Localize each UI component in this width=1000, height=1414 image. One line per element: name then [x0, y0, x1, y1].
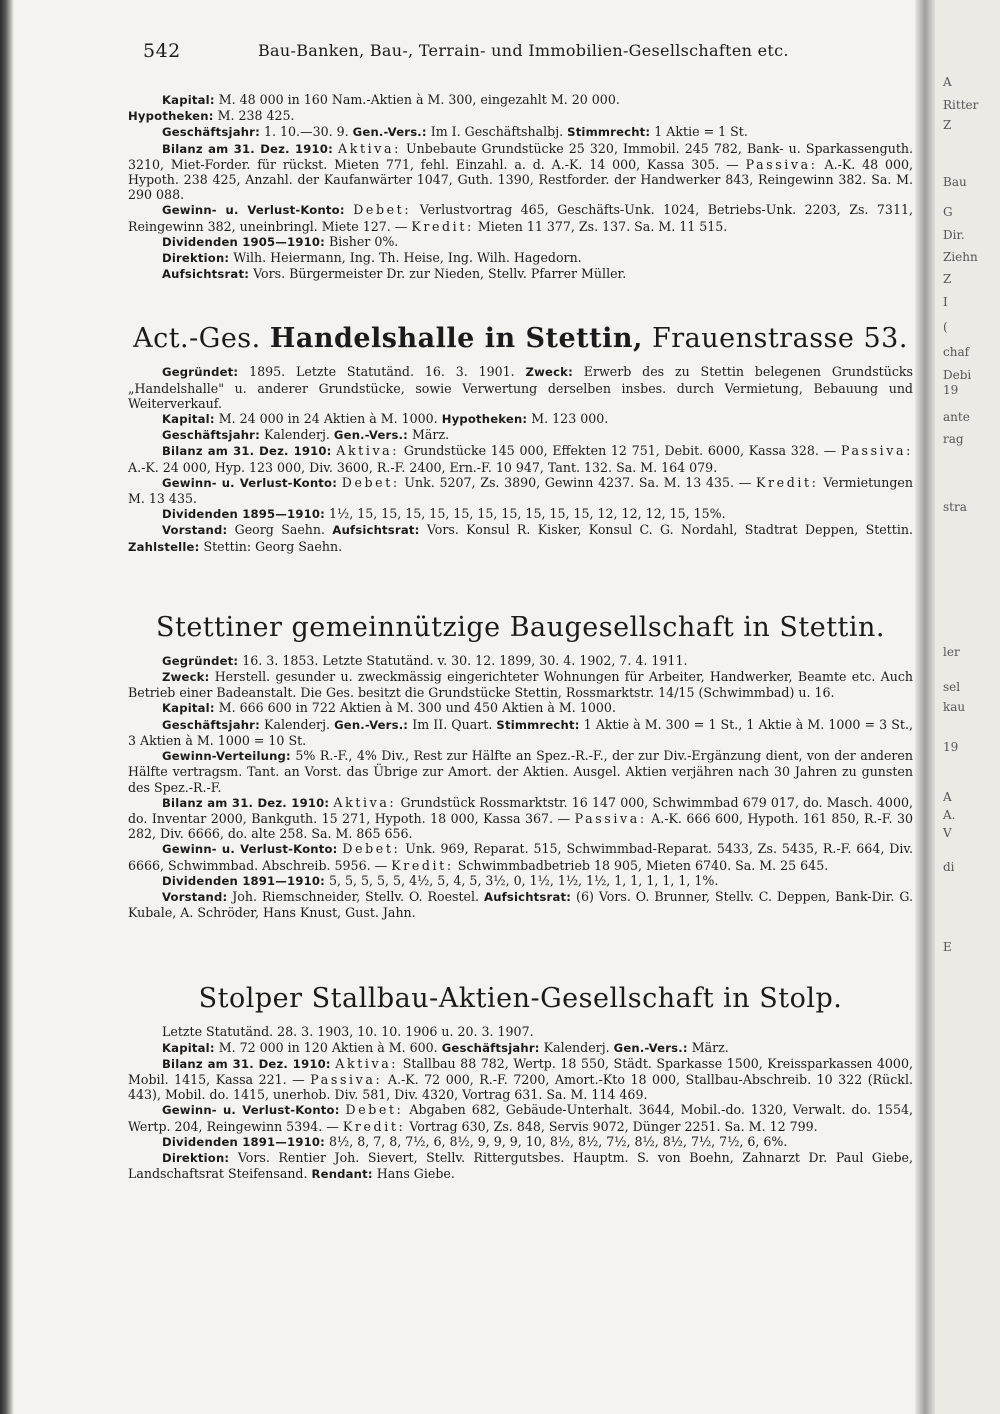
bilanz-block: Bilanz am 31. Dez. 1910: Aktiva: Unbebaute Grundstücke 25 320, Immobil. 245 782, Bank- u. Sparkassenguth. 3210, Miet-Forder. für rückst. Mieten 771, fehl. Einzahl. a. d. A.-K. 14 000, Kassa 305. — Passiva: A.-K. 48 000, Hypoth. 238 425, Anzahl. der Kaufanwärter 1047, Guth. 1390, Restforder. der Handwerker 843, Reingewinn 382. Sa. M. 290 088.	[128, 140, 914, 203]
facing-page-fragment-text: Z	[943, 272, 952, 286]
company-entry-baugesellschaft	[128, 613, 913, 920]
facing-page-fragment-text: Ziehn	[943, 250, 978, 264]
facing-page-fragment-text: Bau	[943, 175, 967, 189]
gegruendet-line: Gegründet: 1895. Letzte Statutänd. 16. 3. 1901. Zweck: Erwerb des zu Stettin belegenen Grundstücks „Handelshalle" u. anderer Grundstücke, sowie Verwertung derselben insbes. durch Vermietung, Bebauung und Weiterverkauf.	[128, 364, 913, 411]
geschaeftsjahr-line: Geschäftsjahr: 1. 10.—30. 9. Gen.-Vers.: Im I. Geschäftshalbj. Stimmrecht: 1 Aktie = 1 St.	[162, 124, 748, 140]
facing-page-fragment-text: E	[943, 940, 952, 954]
page-number: 542	[143, 40, 181, 62]
running-title: Bau-Banken, Bau-, Terrain- und Immobilien-Gesellschaften etc.	[258, 41, 789, 60]
scan-left-edge	[0, 0, 14, 1414]
entry-heading: Act.-Ges. Handelshalle in Stettin, Frauenstrasse 53.	[133, 323, 908, 355]
facing-page-fragment-text: ler	[943, 645, 960, 659]
facing-page-fragment-text: A	[943, 790, 952, 804]
statutaend-line: Letzte Statutänd. 28. 3. 1903, 10. 10. 1906 u. 20. 3. 1907.	[162, 1024, 534, 1040]
page-body	[128, 92, 913, 1182]
entry-heading: Stettiner gemeinnützige Baugesellschaft in Stettin.	[155, 611, 886, 643]
facing-page-fragment-text: G	[943, 205, 953, 219]
facing-page-fragment-text: stra	[943, 500, 967, 514]
facing-page-fragment-text: kau	[943, 700, 966, 714]
vorstand-line: Vorstand: Joh. Riemschneider, Stellv. O. Roestel. Aufsichtsrat: (6) Vors. O. Brunner, Stellv. C. Deppen, Bank-Dir. G. Kubale, A. Schröder, Hans Knust, Gust. Jahn.	[128, 888, 913, 921]
company-entry-continued	[128, 92, 913, 282]
facing-page-fragment	[935, 0, 1000, 1414]
dividenden-line: Dividenden 1891—1910: 8½, 8, 7, 8, 7½, 6, 8½, 9, 9, 9, 10, 8½, 8½, 7½, 8½, 8½, 7½, 7½, 6, 6%.	[162, 1133, 788, 1149]
facing-page-fragment-text: ante	[943, 410, 970, 424]
facing-page-fragment-text: A.	[943, 808, 956, 822]
book-gutter-shadow	[915, 0, 935, 1414]
facing-page-fragment-text: I	[943, 295, 948, 309]
guv-block: Gewinn- u. Verlust-Konto: Debet: Abgaben 682, Gebäude-Unterhalt. 3644, Mobil.-do. 1320, Verwalt. do. 1554, Wertp. 204, Reingewinn 5394. — Kredit: Vortrag 630, Zs. 848, Servis 9072, Dünger 2251. Sa. M. 12 799.	[128, 1102, 913, 1134]
guv-block: Gewinn- u. Verlust-Konto: Debet: Unk. 5207, Zs. 3890, Gewinn 4237. Sa. M. 13 435. — Kredit: Vermietungen M. 13 435.	[128, 474, 913, 507]
facing-page-fragment-text: di	[943, 860, 955, 874]
company-entry-stallbau	[128, 984, 913, 1182]
facing-page-fragment-text: Dir.	[943, 228, 965, 242]
kapital-line: Kapital: M. 72 000 in 120 Aktien à M. 600. Geschäftsjahr: Kalenderj. Gen.-Vers.: März.	[162, 1039, 729, 1055]
facing-page-fragment-text: 19	[943, 383, 959, 397]
direktion-line: Direktion: Vors. Rentier Joh. Sievert, Stellv. Rittergutsbes. Hauptm. S. von Boehn, Zahnarzt Dr. Paul Giebe, Landschaftsrat Steifensand. Rendant: Hans Giebe.	[128, 1149, 913, 1182]
geschaeftsjahr-line: Geschäftsjahr: Kalenderj. Gen.-Vers.: März.	[162, 427, 450, 443]
bilanz-block: Bilanz am 31. Dez. 1910: Aktiva: Grundstück Rossmarktstr. 16 147 000, Schwimmbad 679 017, do. Masch. 4000, do. Inventar 2000, Bankguth. 15 271, Hypoth. 18 000, Kassa 367. — Passiva: A.-K. 666 600, Hypoth. 161 850, R.-F. 30 282, Div. 6666, do. alte 258. Sa. M. 865 656.	[128, 794, 913, 842]
direktion-line: Direktion: Wilh. Heiermann, Ing. Th. Heise, Ing. Wilh. Hagedorn.	[162, 250, 582, 266]
geschaeftsjahr-line: Geschäftsjahr: Kalenderj. Gen.-Vers.: Im II. Quart. Stimmrecht: 1 Aktie à M. 300 = 1 St., 1 Aktie à M. 1000 = 3 St., 3 Aktien à M. 1000 = 10 St.	[128, 716, 913, 748]
vorstand-line: Vorstand: Georg Saehn. Aufsichtsrat: Vors. Konsul R. Kisker, Konsul C. G. Nordahl, Stadtrat Deppen, Stettin. Zahlstelle: Stettin: Georg Saehn.	[128, 522, 913, 554]
facing-page-fragment-text: sel	[943, 680, 961, 694]
facing-page-fragment-text: (	[943, 320, 948, 334]
company-entry-handelshalle	[128, 324, 913, 554]
bilanz-block: Bilanz am 31. Dez. 1910: Aktiva: Grundstücke 145 000, Effekten 12 751, Debit. 6000, Kassa 328. — Passiva: A.-K. 24 000, Hyp. 123 000, Div. 3600, R.-F. 2400, Ern.-F. 10 947, Tant. 132. Sa. M. 164 079.	[128, 443, 913, 475]
facing-page-fragment-text: Ritter	[943, 98, 979, 112]
dividenden-line: Dividenden 1895—1910: 1½, 15, 15, 15, 15, 15, 15, 15, 15, 15, 15, 12, 12, 12, 15, 15%.	[162, 506, 726, 522]
facing-page-fragment-text: rag	[943, 432, 964, 446]
facing-page-fragment-text: 19	[943, 740, 959, 754]
dividenden-line: Dividenden 1905—1910: Bisher 0%.	[162, 233, 399, 249]
kapital-line: Kapital: M. 666 600 in 722 Aktien à M. 300 und 450 Aktien à M. 1000.	[162, 700, 616, 716]
gegruendet-line: Gegründet: 16. 3. 1853. Letzte Statutänd. v. 30. 12. 1899, 30. 4. 1902, 7. 4. 1911.	[162, 652, 688, 668]
gewinnverteilung-line: Gewinn-Verteilung: 5% R.-F., 4% Div., Rest zur Hälfte an Spez.-R.-F., der zur Div.-Ergänzung dient, von der anderen Hälfte vertragsm. Tant. an Vorst. das Übrige zur Amort. der Aktien. Ausgel. Aktien verjähren nach 30 Jahren zu gunsten des Spez.-R.-F.	[128, 748, 913, 795]
facing-page-fragment-text: Z	[943, 118, 952, 132]
guv-block: Gewinn- u. Verlust-Konto: Debet: Verlustvortrag 465, Geschäfts-Unk. 1024, Betriebs-Unk. 2203, Zs. 7311, Reingewinn 382, uneinbringl. Miete 127. — Kredit: Mieten 11 377, Zs. 137. Sa. M. 11 515.	[128, 202, 913, 234]
kapital-line: Kapital: M. 24 000 in 24 Aktien à M. 1000. Hypotheken: M. 123 000.	[162, 411, 609, 427]
facing-page-fragment-text: Debi	[943, 368, 972, 382]
dividenden-line: Dividenden 1891—1910: 5, 5, 5, 5, 5, 4½, 5, 4, 5, 3½, 0, 1½, 1½, 1½, 1, 1, 1, 1, 1, 1%.	[162, 872, 719, 888]
facing-page-fragment-text: V	[943, 826, 952, 840]
facing-page-fragment-text: chaf	[943, 345, 970, 359]
guv-block: Gewinn- u. Verlust-Konto: Debet: Unk. 969, Reparat. 515, Schwimmbad-Reparat. 5433, Zs. 5435, R.-F. 664, Div. 6666, Schwimmbad. Abschreib. 5956. — Kredit: Schwimmbadbetrieb 18 905, Mieten 6740. Sa. M. 25 645.	[128, 841, 913, 873]
entry-heading: Stolper Stallbau-Aktien-Gesellschaft in Stolp.	[198, 983, 843, 1015]
running-head	[143, 40, 903, 62]
facing-page-fragment-text: A	[943, 75, 952, 89]
bilanz-block: Bilanz am 31. Dez. 1910: Aktiva: Stallbau 88 782, Wertp. 18 550, Städt. Sparkasse 1500, Kreissparkassen 4000, Mobil. 1415, Kassa 221. — Passiva: A.-K. 72 000, R.-F. 7200, Amort.-Kto 18 000, Stallbau-Abschreib. 10 322 (Rückl. 443), Mobil. do. 1415, unerhob. Div. 581, Div. 4320, Vortrag 631. Sa. M. 114 469.	[128, 1055, 913, 1103]
aufsichtsrat-line: Aufsichtsrat: Vors. Bürgermeister Dr. zur Nieden, Stellv. Pfarrer Müller.	[162, 266, 627, 282]
kapital-line: Kapital: M. 48 000 in 160 Nam.-Aktien à M. 300, eingezahlt M. 20 000. Hypotheken: M. 238 425.	[128, 92, 620, 124]
zweck-line: Zweck: Herstell. gesunder u. zweckmässig eingerichteter Wohnungen für Arbeiter, Handwerker, Beamte etc. Auch Betrieb einer Badeanstalt. Die Ges. besitzt die Grundstücke Stettin, Rossmarktstr. 14/15 (Schwimmbad) u. 16.	[128, 669, 913, 701]
